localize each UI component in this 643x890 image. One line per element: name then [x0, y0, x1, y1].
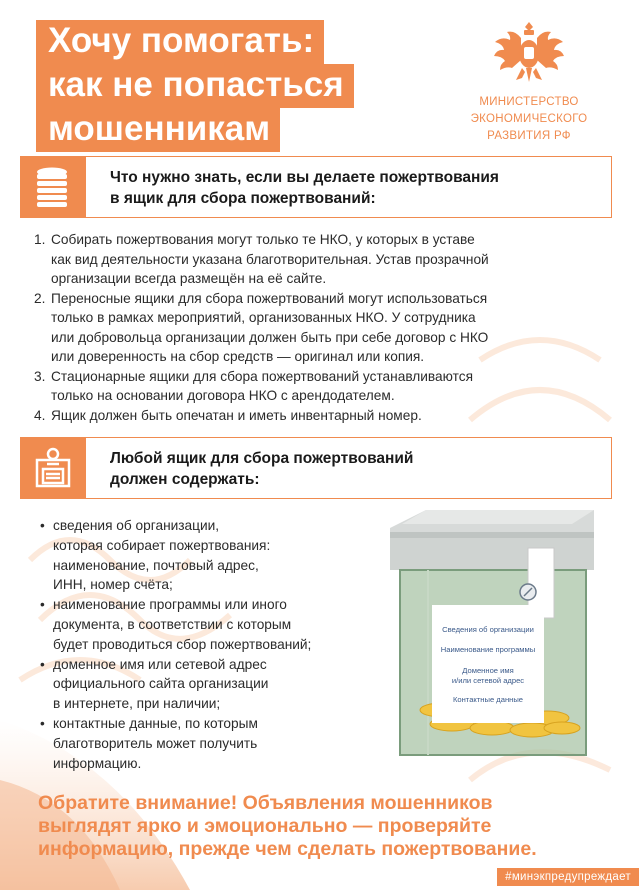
section1-title-box — [86, 156, 612, 218]
item-line: Собирать пожертвования могут только те НКО, у которых в уставе — [51, 232, 475, 247]
section1-heading-line-1: Что нужно знать, если вы делаете пожертвования — [110, 169, 499, 186]
hashtag-badge: #минэкпредупреждает — [497, 868, 639, 886]
page-title — [36, 20, 354, 152]
list-item — [40, 655, 360, 714]
item-number: 1. — [34, 232, 46, 247]
section2-header — [20, 437, 612, 499]
bullet-line: в интернете, при наличии; — [53, 696, 221, 712]
item-line: как вид деятельности указана благотворительная. Устав прозрачной — [51, 251, 489, 267]
box-contents-list — [40, 516, 360, 773]
bullet-line: официального сайта организации — [53, 676, 269, 692]
bullet-line: • доменное имя или сетевой адрес — [53, 656, 267, 672]
section1-header — [20, 156, 612, 218]
list-item — [34, 289, 594, 367]
section2-heading — [110, 448, 413, 490]
bullet-line: наименование, почтовый адрес, — [53, 557, 259, 573]
bullet-line: • сведения об организации, — [53, 518, 220, 533]
section1-heading — [110, 167, 499, 209]
bullet-line: документа, в соответствии с которым — [53, 616, 292, 632]
note-domain-2: и/или сетевой адрес — [451, 675, 525, 685]
coins-icon-box — [20, 156, 86, 218]
list-item — [40, 516, 360, 595]
section2-heading-line-1: Любой ящик для сбора пожертвований — [110, 450, 414, 467]
bullet-line: • наименование программы или иного — [53, 597, 287, 613]
ministry-line-2: ЭКОНОМИЧЕСКОГО — [470, 113, 588, 125]
item-line: Переносные ящики для сбора пожертвований могут использоваться — [51, 290, 488, 306]
requirements-list — [34, 230, 594, 425]
warning-line-1: Обратите внимание! Объявления мошенников — [38, 792, 493, 814]
note-domain-1: Доменное имя — [462, 666, 514, 675]
coins-icon — [30, 166, 76, 208]
bullet-line: информацию. — [53, 755, 142, 771]
list-item — [40, 714, 360, 773]
list-item — [34, 367, 594, 406]
title-line-2: как не попасться — [36, 64, 354, 108]
item-line: организации всегда размещён на её сайте. — [51, 271, 327, 286]
section2-title-box — [86, 437, 612, 499]
list-item — [40, 595, 360, 654]
donation-box-icon-box — [20, 437, 86, 499]
section2-heading-line-2: должен содержать: — [110, 471, 260, 488]
title-line-3: мошенникам — [36, 108, 280, 152]
title-line-1: Хочу помогать: — [36, 20, 324, 64]
warning-text — [38, 792, 618, 861]
note-program: Наименование программы — [440, 644, 536, 654]
ministry-logo — [454, 18, 604, 145]
ministry-line-1: МИНИСТЕРСТВО — [479, 96, 579, 108]
bullet-line: • контактные данные, по которым — [53, 715, 258, 731]
note-contacts: Контактные данные — [452, 695, 524, 704]
donation-box-icon — [31, 446, 75, 490]
ministry-line-3: РАЗВИТИЯ РФ — [487, 130, 571, 142]
item-line: или добровольца организации должен быть при себе договор с НКО — [51, 329, 489, 345]
item-number: 3. — [34, 368, 46, 384]
item-line: Стационарные ящики для сбора пожертвований устанавливаются — [51, 368, 473, 384]
bullet-line: будет проводиться сбор пожертвований; — [53, 636, 312, 652]
bullet-line: ИНН, номер счёта; — [53, 577, 173, 593]
note-organization: Сведения об организации — [442, 625, 534, 634]
item-number: 4. — [34, 407, 46, 423]
item-line: только в рамках мероприятий, организованных НКО. У сотрудника — [51, 310, 476, 325]
section1-heading-line-2: в ящик для сбора пожертвований: — [110, 190, 376, 207]
item-line: или доверенность на сбор средств — оригинал или копия. — [51, 349, 425, 364]
eagle-emblem-icon — [493, 18, 565, 86]
warning-line-3: информацию, прежде чем сделать пожертвование. — [38, 838, 537, 860]
list-item — [34, 230, 594, 289]
item-line: Ящик должен быть опечатан и иметь инвентарный номер. — [51, 407, 422, 423]
bullet-line: благотворитель может получить — [53, 735, 258, 751]
item-number: 2. — [34, 290, 46, 306]
item-line: только на основании договора НКО с арендодателем. — [51, 388, 395, 403]
warning-line-2: выглядят ярко и эмоционально — проверяйте — [38, 815, 492, 837]
list-item — [34, 406, 594, 426]
bullet-line: которая собирает пожертвования: — [53, 537, 271, 553]
box-info-card — [432, 605, 544, 723]
